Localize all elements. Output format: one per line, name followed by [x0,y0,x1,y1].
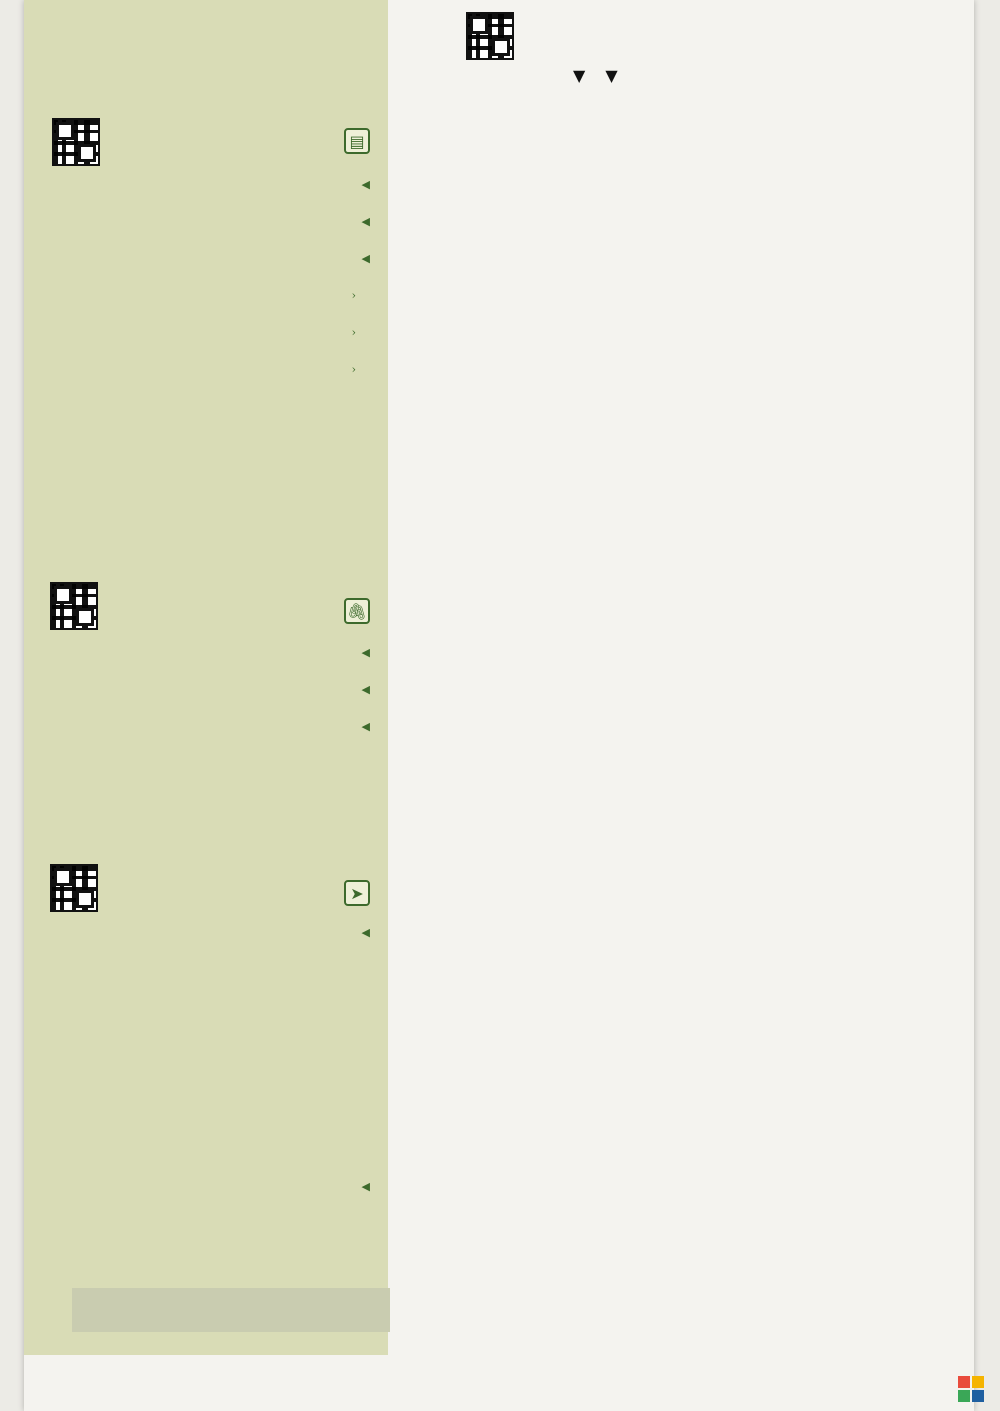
triangle-bullet-icon: ◀ [361,178,370,191]
paragraph [50,277,370,314]
notebook-icon: ▤ [344,128,370,154]
sidebar-summary [24,0,388,1355]
triangle-bullet-icon: ◀ [361,646,370,659]
section-header-electroscope [336,598,370,624]
triangle-bullet-icon: ◀ [361,1180,370,1193]
down-triangle-icon: ▼ [605,66,618,85]
qr-code-icon[interactable] [466,12,514,60]
paragraph [50,203,370,240]
qr-code-icon[interactable] [50,864,98,912]
paperclip-icon: 🖇 [344,598,370,624]
triangle-bullet-icon: ◀ [361,720,370,733]
liveworksheets-logo-icon [958,1376,984,1402]
triangle-bullet-icon: ‹ [351,289,356,302]
section-note-coulomb [50,1168,370,1205]
triangle-bullet-icon: ‹ [351,363,356,376]
down-triangle-icon: ▼ [573,66,586,85]
triangle-bullet-icon: ◀ [361,215,370,228]
paragraph [50,914,370,951]
paragraph [50,708,370,745]
paragraph [50,166,370,203]
triangle-bullet-icon: ◀ [361,683,370,696]
triangle-bullet-icon: ◀ [361,252,370,265]
paragraph [50,1168,370,1205]
chapter-title [573,66,618,85]
paragraph [50,634,370,671]
paragraph [50,671,370,708]
section-header-charge [336,128,370,154]
paper-plane-icon: ➤ [344,880,370,906]
qr-code-icon[interactable] [52,118,100,166]
section-body-charge [50,166,370,388]
section-header-coulomb [336,880,370,906]
qr-code-icon[interactable] [50,582,98,630]
triangle-bullet-icon: ◀ [361,926,370,939]
section-body-coulomb [50,914,370,951]
answer-key [72,1288,390,1332]
questions-column [388,0,974,1411]
section-body-electroscope [50,634,370,745]
liveworksheets-watermark [958,1376,988,1402]
paragraph [50,240,370,277]
paragraph [50,314,370,351]
triangle-bullet-icon: ‹ [351,326,356,339]
paragraph [50,351,370,388]
